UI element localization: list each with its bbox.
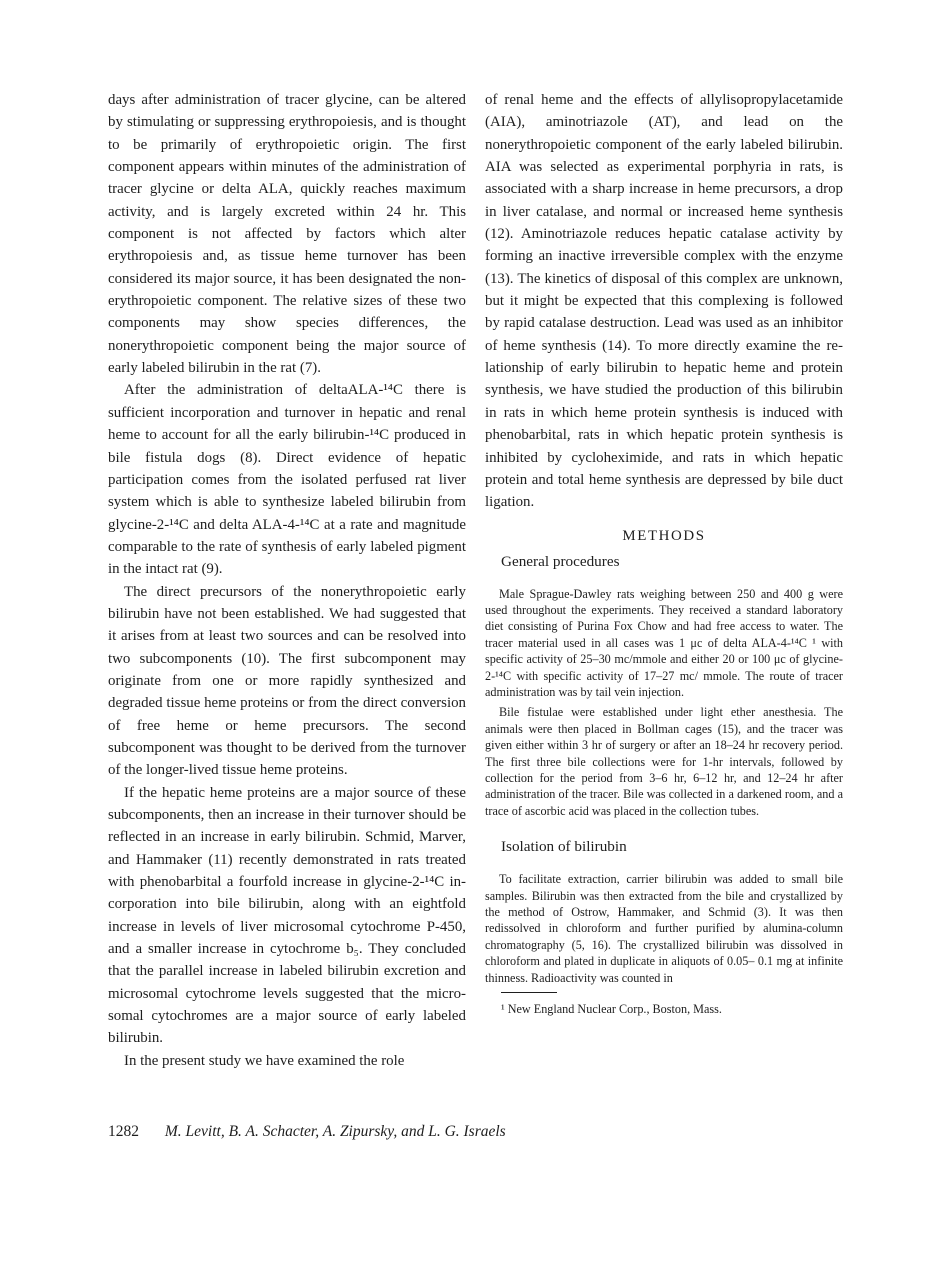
section-heading-methods: METHODS <box>622 527 706 544</box>
methods-paragraph: To facilitate extraction, carrier bilirubin was added to small bile samples. Bilirubin was then extracted from the bile and crystallized by the method of Ostrow, Hammaker, and Schmid (3). It was then redissolved in chloroform and further purified by alumina-column chromatography (5, 16). The crystallized bilirubin was dissolved in chloroform and plated in duplicate in aliquots of 0.05– 0.1 mg at infinite thinness. Radioactivity was counted in <box>485 872 843 985</box>
right-column <box>485 89 843 1017</box>
page-footer <box>108 1123 506 1141</box>
page-number: 1282 <box>108 1123 139 1140</box>
methods-paragraph: Male Sprague-Dawley rats weighing between 250 and 400 g were used throughout the experiments. They received a standard laboratory diet consisting of Purina Fox Chow and had free access to water. The tracer material used in all cases was 1 μc of delta ALA-4-¹⁴C ¹ with specific activity of 25–30 mc/mmole and either 20 or 100 μc of glycine-2-¹⁴C with specific activity of 17–27 mc/ mmole. The route of tracer administration was by tail vein injection. <box>485 586 843 699</box>
footnote-divider <box>501 992 557 993</box>
body-paragraph: After the administration of deltaALA-¹⁴C there is sufficient incorporation and turnover in hepatic and renal heme to account for all the early bilirubin-¹⁴C produced in bile fistula dogs (8). Direct evidence of hepatic participation comes from the isolated perfused rat liver system which is able to synthesize labeled bilirubin from glycine-2-¹⁴C and delta ALA-4-¹⁴C at a rate and magnitude comparable to the rate of synthesis of early labeled pigment in the intact rat (9). <box>108 382 466 578</box>
left-column <box>108 89 466 1072</box>
body-paragraph: of renal heme and the effects of allylisopropylacetamide (AIA), aminotriazole (AT), and lead on the nonerythropoietic component of the early labeled bilirubin. AIA was selected as experimental porphyria in rats, is associated with a sharp increase in heme precursors, a drop in liver catalase, and normal or increased heme synthesis (12). Aminotriazole reduces hepatic catalase activity by forming an inactive irreversible complex with the enzyme (13). The kinetics of disposal of this complex are unknown, but it might be expected that this complexing is followed by rapid catalase destruction. Lead was used as an inhibitor of heme synthesis (14). To more directly examine the relationship of early bilirubin to hepatic heme and protein synthesis, we have studied the production of this bilirubin in rats in which heme protein synthesis is induced with phenobarbital, rats in which hepatic protein synthesis is inhibited by cycloheximide, and rats in which hepatic protein and total heme synthesis are depressed by bile duct ligation. <box>485 92 843 511</box>
methods-paragraph: Bile fistulae were established under light ether anesthesia. The animals were then placed in Bollman cages (15), and the tracer was given either within 3 hr of surgery or after an 18–24 hr recovery period. The first three bile collections were for 1-hr intervals, followed by collection for the period from 3–6 hr, 6–12 hr, and 12–24 hr after administration of the tracer. Bile was collected in a darkened room, and a trace of ascorbic acid was placed in the collection tubes. <box>485 705 843 818</box>
subsection-heading-general: General procedures <box>501 552 620 570</box>
body-paragraph: days after administration of tracer glycine, can be altered by stimulating or suppressing erythropoiesis, and is thought to be primarily of erythropoietic origin. The first component appears within minutes of the administration of tracer glycine or delta ALA, quickly reaches maximum activity, and is largely excreted within 24 hr. This component is not affected by factors which alter erythropoiesis and, as tissue heme turnover has been considered its major source, it has been designated the nonerythropoietic component. The relative sizes of these two components may show species differences, the nonerythropoietic component being the major source of early labeled bilirubin in the rat (7). <box>108 92 466 377</box>
body-paragraph: The direct precursors of the nonerythropoietic early bilirubin have not been established. We had suggested that it arises from at least two sources and can be resolved into two subcomponents (10). The first subcomponent may originate from one or more rapidly synthesized and degraded tissue heme proteins or from the direct conversion of free heme or heme precursors. The second subcomponent was thought to be derived from the turnover of the longer-lived tissue heme proteins. <box>108 583 466 779</box>
footnote: ¹ New England Nuclear Corp., Boston, Mass. <box>501 1002 722 1017</box>
subsection-heading-isolation: Isolation of bilirubin <box>501 838 627 856</box>
body-paragraph: In the present study we have examined the role <box>124 1052 405 1069</box>
body-paragraph: If the hepatic heme proteins are a major source of these subcomponents, then an increase in their turnover should be reflected in an increase in early bilirubin. Schmid, Marver, and Hammaker (11) recently demonstrated in rats treated with phenobarbital a fourfold increase in glycine-2-¹⁴C incorporation into bile bilirubin, along with an eightfold increase in levels of liver microsomal cytochrome P-450, and a smaller increase in cytochrome b₅. They concluded that the parallel increase in labeled bilirubin excretion and microsomal cytochrome levels suggested that the microsomal cytochromes are a major source of early labeled bilirubin. <box>108 784 466 1047</box>
running-authors: M. Levitt, B. A. Schacter, A. Zipursky, and L. G. Israels <box>164 1123 506 1140</box>
